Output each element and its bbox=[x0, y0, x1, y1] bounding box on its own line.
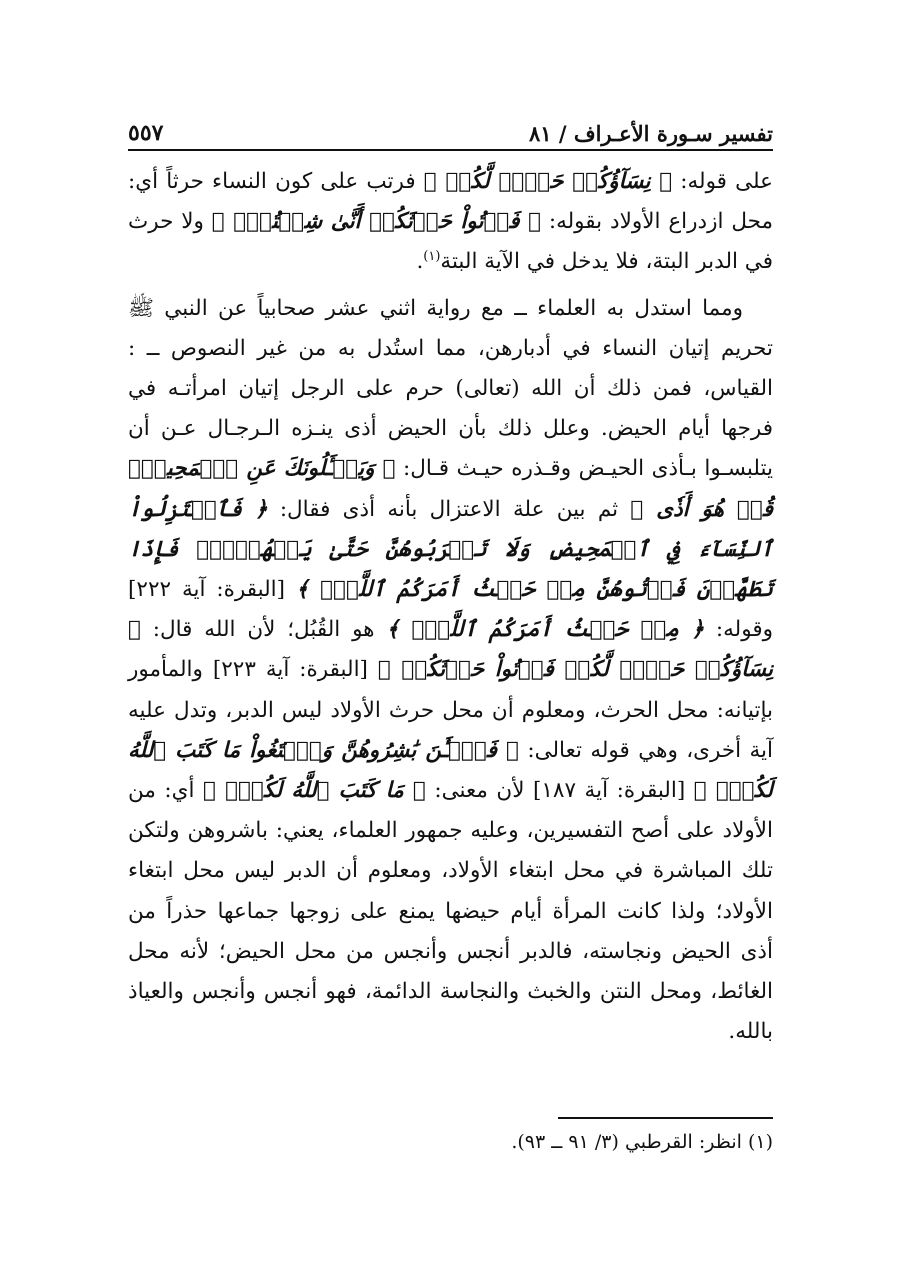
quran-verse: ﴿ مِنۡ حَيۡثُ أَمَرَكُمُ ٱللَّهُۚ ﴾ bbox=[386, 617, 705, 643]
running-title: تفسير سـورة الأعـراف / ٨١ bbox=[528, 121, 773, 146]
text-run: . bbox=[416, 249, 424, 275]
quran-verse: ﴿ فَأۡتُواْ حَرۡثَكُمۡ أَنَّىٰ شِئۡتُمۡۖ ﴾ bbox=[211, 209, 541, 235]
text-run: فرتب على كون النساء حرثاً أي: محل ازدراع الأولاد بقوله: bbox=[128, 169, 773, 235]
quran-verse: ﴿ وَيَسۡـَٔلُونَكَ عَنِ ٱلۡمَحِيضِۖ قُلۡ هُوَ أَذٗى ﴾ bbox=[128, 456, 774, 522]
quran-verse: ﴿ فَٱعۡتَزِلُواْ ٱلنِّسَآءَ فِي ٱلۡمَحِيضِ وَلَا تَقۡرَبُوهُنَّ حَتَّىٰ يَطۡهُرۡنَۖ فَإِذَا تَطَهَّرۡنَ فَأۡتُوهُنَّ مِنۡ حَيۡثُ أَمَرَكُمُ ٱللَّهُۚ ﴾ bbox=[128, 496, 773, 603]
header-rule bbox=[128, 149, 773, 151]
text-run: ومما استدل به العلماء ــ مع رواية اثني عشر صحابياً عن النبي ﷺ تحريم إتيان النساء في أدبارهن، مما استُدل به من غير النصوص ــ : القياس، فمن ذلك أن الله (تعالى) حرم على الرجل إتيان امرأتـه في فرجها أيام الحيض. وعلل ذلك بأن الحيض أذى ينـزه الـرجـال عـن أن يتلبسـوا بـأذى الحيـض وقـذره حيـث قـال: bbox=[128, 295, 773, 482]
text-run: ولا حرث في الدبر البتة، فلا يدخل في الآية البتة bbox=[128, 209, 773, 275]
quran-verse: ﴿ نِسَآؤُكُمۡ حَرۡثٞ لَّكُمۡ فَأۡتُواْ حَرۡثَكُمۡ ﴾ bbox=[128, 617, 773, 683]
text-run: هو القُبُل؛ لأن الله قال: bbox=[140, 617, 387, 643]
text-run: [البقرة: آية ١٨٧] لأن معنى: bbox=[425, 778, 694, 804]
main-text bbox=[128, 162, 773, 1052]
quran-verse: ﴿ نِسَآؤُكُمۡ حَرۡثٞ لَّكُمۡ ﴾ bbox=[423, 169, 673, 194]
paragraph-2 bbox=[128, 289, 773, 1053]
page-number: ٥٥٧ bbox=[128, 120, 164, 146]
page-header bbox=[128, 104, 773, 146]
text-run: [البقرة: آية ٢٢٢] وقوله: bbox=[128, 577, 773, 643]
text-run: أي: من الأولاد على أصح التفسيرين، وعليه جمهور العلماء، يعني: باشروهن ولتكن تلك المباشرة في محل ابتغاء الأولاد، ومعلوم أن الدبر ليس محل ابتغاء الأولاد؛ ولذا كانت المرأة أيام حيضها يمنع على زوجها جماعها حذراً من أذى الحيض ونجاسته، فالدبر أنجس وأنجس من محل الحيض؛ لأنه محل الغائط، ومحل النتن والخبث والنجاسة الدائمة، فهو أنجس وأنجس والعياذ بالله. bbox=[128, 778, 773, 1045]
footnote: (١) انظر: القرطبي (٣/ ٩١ ــ ٩٣). bbox=[511, 1131, 773, 1153]
quran-verse: ﴿ فَٱلۡـَٰٔنَ بَٰشِرُوهُنَّ وَٱبۡتَغُواْ مَا كَتَبَ ٱللَّهُ لَكُمۡۚ ﴾ bbox=[128, 737, 773, 804]
text-run: [البقرة: آية ٢٢٣] والمأمور بإتيانه: محل الحرث، ومعلوم أن محل حرث الأولاد ليس الدبر، وتدل عليه آية أخرى، وهي قوله تعالى: bbox=[128, 657, 773, 763]
footnote-marker: (١) bbox=[423, 249, 441, 265]
quran-verse: ﴿ مَا كَتَبَ ٱللَّهُ لَكُمۡۚ ﴾ bbox=[202, 778, 426, 804]
text-run: على قوله: bbox=[672, 169, 773, 194]
paragraph-1 bbox=[128, 162, 773, 283]
footnote-rule bbox=[558, 1117, 773, 1119]
text-run: ثم بين علة الاعتزال بأنه أذى فقال: bbox=[267, 496, 631, 522]
